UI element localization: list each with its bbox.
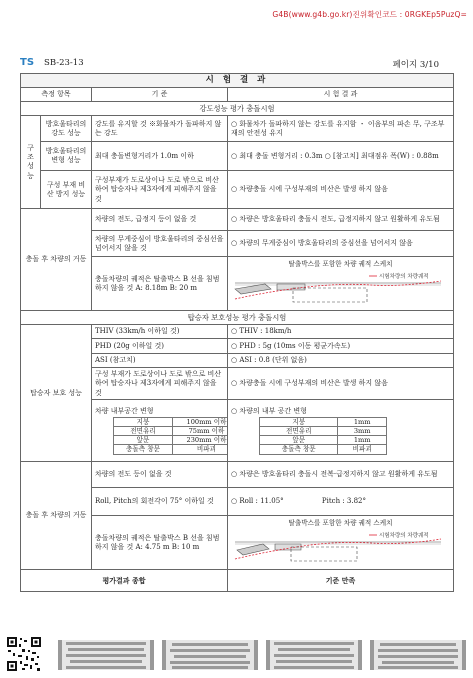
section-title-occupant: 탑승자 보호성능 평가 충돌시험 [21,311,454,325]
interior-part: 전면유리 [114,426,173,435]
document-number: SB-23-13 [44,58,84,68]
criteria-rollover-2: 차량의 전도 등이 없을 것 [92,462,228,488]
interior-part: 앞문 [260,436,338,445]
result-debris: ○ 차량충돌 시에 구성부재의 비산은 발생 하지 않음 [228,171,454,209]
interior-part: 지붕 [114,417,173,426]
criteria-interior-title: 차량 내부공간 변형 [95,407,154,416]
interior-part: 충돌측 창문 [114,445,173,454]
pdf417-barcode-icon [266,640,362,670]
criteria-debris: 구성부재가 도로상이나 도로 밖으로 비산하여 탑승자나 제3자에게 피해주지 않을 것 [92,171,228,209]
criteria-deformation: 최대 충돌변형거리가 1.0m 이하 [92,142,228,171]
sketch-caption-2: 탈출박스를 포함한 차량 궤적 스케치 [288,518,393,527]
column-header-item: 측정 항목 [21,88,92,102]
column-header-criteria: 기 준 [92,88,228,102]
result-strength: ○ 화물차가 돌파하지 않는 강도를 유지함 ・ 이음부의 파손 무, 구조부재의 안전성 유지 [228,116,454,142]
interior-limit: 100mm 이하 [172,417,227,426]
result-roll: ○ Roll : 11.05° [231,497,284,506]
result-debris-2: ○ 차량충돌 시에 구성부재의 비산은 발생 하지 않음 [228,368,454,400]
criteria-roll-pitch: Roll, Pitch의 회전각이 75° 이하일 것 [92,488,228,516]
result-cog-1: ○ 차량의 무게중심이 방호울타리의 중심선을 넘어서지 않음 [228,231,454,257]
sketch-legend-2: 시험차량의 차량궤적 [379,532,429,539]
pdf417-barcode-icon [58,640,154,670]
verification-code: G4B(www.g4b.go.kr)진위확인코드 : 0RGKEp5PuzQ= [272,10,467,19]
summary-value: 기준 만족 [228,570,454,592]
group-label-occupant: 탑승자 보호 성능 [21,325,92,462]
result-thiv: ○ THIV : 18km/h [228,325,454,339]
criteria-cog-1: 차량의 무게중심이 방호울타리의 중심선을 넘어서지 않을 것 [92,231,228,257]
interior-value: 3mm [338,426,387,435]
interior-part: 충돌측 창문 [260,445,338,454]
sketch-cell-1 [228,257,454,311]
ts-logo: TS [20,57,35,68]
section-title-strength: 강도성능 평가 충돌시험 [21,102,454,116]
criteria-debris-2: 구성 부재가 도로상이나 도로 밖으로 비산하여 탑승자나 제3자에게 피해주지 않을 것 [92,368,228,400]
item-debris: 구성 부재 비산 방지 성능 [41,171,92,209]
qr-code-icon [6,636,42,672]
page-number: 페이지 3/10 [392,60,439,70]
result-pitch: Pitch : 3.82° [321,497,366,506]
trajectory-sketch-2 [231,528,447,564]
result-deformation: ○ 최대 충돌 변형거리 : 0.3m ○ [참고치] 최대점유 폭(W) : 0.88m [228,142,454,171]
document-footer [6,636,467,672]
interior-value: 1mm [338,417,387,426]
criteria-exit-box-2: 충돌차량의 궤적은 탈출박스 B 선을 침범하지 않을 것 A: 4.75 m B: 10 m [92,516,228,570]
criteria-exit-box-1: 충돌차량의 궤적은 탈출박스 B 선을 침범하지 않을 것 A: 8.18m B: 20 m [92,257,228,311]
summary-label: 평가결과 종합 [21,570,228,592]
interior-part: 지붕 [260,417,338,426]
result-interior-deformation [228,400,454,462]
criteria-asi: ASI (참고치) [92,354,228,368]
column-header-result: 시 험 결 과 [228,88,454,102]
interior-value: 1mm [338,436,387,445]
criteria-interior-deformation [92,400,228,462]
group-label-vehicle-behavior-1: 충돌 후 차량의 거동 [21,209,92,311]
result-interior-title: ○ 차량의 내부 공간 변형 [231,407,307,416]
table-title: 시 험 결 과 [21,74,454,88]
sketch-legend-1: 시험차량의 차량궤적 [379,273,429,280]
result-rollover-1: ○ 차량은 방호울타리 충돌시 전도, 급정지하지 않고 원활하게 유도됨 [228,209,454,231]
result-phd: ○ PHD : 5g (10ms 이동 평균가속도) [228,339,454,354]
interior-value: 비파괴 [338,445,387,454]
group-label-vehicle-behavior-2: 충돌 후 차량의 거동 [21,462,92,570]
result-asi: ○ ASI : 0.8 (단위 없음) [228,354,454,368]
criteria-rollover-1: 차량의 전도, 급정지 등이 없을 것 [92,209,228,231]
pdf417-barcode-icon [370,640,466,670]
group-label-structure: 구조 성능 [21,116,41,209]
pdf417-barcode-icon [162,640,258,670]
test-results-table [20,73,454,592]
sketch-caption-1: 탈출박스를 포함한 차량 궤적 스케치 [288,259,393,268]
result-rollover-2: ○ 차량은 방호울타리 충돌시 전복·급정지하지 않고 원활하게 유도됨 [228,462,454,488]
criteria-phd: PHD (20g 이하일 것) [92,339,228,354]
interior-limit: 75mm 이하 [172,426,227,435]
trajectory-sketch-1 [231,269,447,305]
criteria-thiv: THIV (33km/h 이하일 것) [92,325,228,339]
interior-limit: 230mm 이하 [172,436,227,445]
document-header [20,57,453,71]
item-deformation: 방호울타리의 변형 성능 [41,142,92,171]
result-interior-table [259,417,387,455]
interior-limit: 비파괴 [172,445,227,454]
result-roll-pitch [228,488,454,516]
interior-part: 앞문 [114,436,173,445]
criteria-strength: 강도를 유지할 것 ※화물차가 돌파하지 않는 강도 [92,116,228,142]
item-strength: 방호울타리의 강도 성능 [41,116,92,142]
interior-part: 전면유리 [260,426,338,435]
sketch-cell-2 [228,516,454,570]
criteria-interior-table [113,417,228,455]
